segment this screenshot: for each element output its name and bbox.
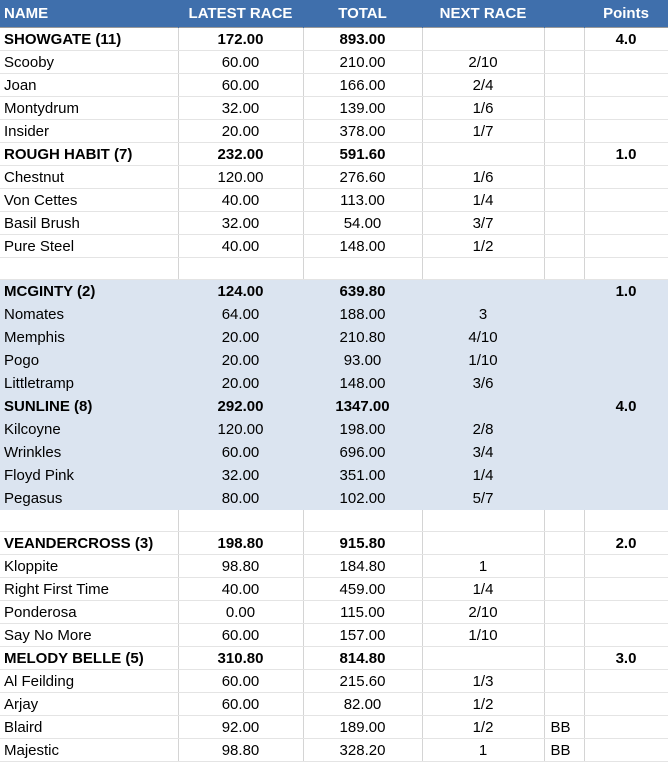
spacer-cell[interactable]: [422, 510, 544, 532]
entry-row: [0, 601, 668, 624]
cell-total[interactable]: 915.80: [303, 532, 422, 555]
cell-next-race[interactable]: 1/4: [422, 464, 544, 487]
cell-latest-race[interactable]: 172.00: [178, 28, 303, 51]
cell-total[interactable]: 378.00: [303, 120, 422, 143]
cell-latest-race[interactable]: 92.00: [178, 716, 303, 739]
cell-name[interactable]: Memphis: [0, 326, 178, 349]
cell-latest-race[interactable]: 32.00: [178, 464, 303, 487]
cell-extra[interactable]: [544, 578, 584, 601]
cell-total[interactable]: 115.00: [303, 601, 422, 624]
spacer-cell[interactable]: [584, 510, 668, 532]
spacer-cell[interactable]: [584, 258, 668, 280]
cell-total[interactable]: 139.00: [303, 97, 422, 120]
cell-next-race[interactable]: 4/10: [422, 326, 544, 349]
cell-name[interactable]: Montydrum: [0, 97, 178, 120]
cell-name[interactable]: SHOWGATE (11): [0, 28, 178, 51]
cell-next-race[interactable]: [422, 280, 544, 303]
cell-next-race[interactable]: [422, 647, 544, 670]
cell-next-race[interactable]: 1/4: [422, 189, 544, 212]
cell-total[interactable]: 328.20: [303, 739, 422, 762]
cell-name[interactable]: MCGINTY (2): [0, 280, 178, 303]
spacer-row: [0, 258, 668, 280]
cell-extra[interactable]: [544, 601, 584, 624]
cell-total[interactable]: 893.00: [303, 28, 422, 51]
header-total[interactable]: TOTAL: [303, 0, 422, 28]
cell-points[interactable]: 4.0: [584, 28, 668, 51]
entry-row: [0, 189, 668, 212]
group-row: [0, 532, 668, 555]
cell-total[interactable]: 198.00: [303, 418, 422, 441]
cell-points[interactable]: [584, 739, 668, 762]
cell-latest-race[interactable]: 60.00: [178, 624, 303, 647]
cell-next-race[interactable]: 1/2: [422, 235, 544, 258]
cell-extra[interactable]: [544, 235, 584, 258]
cell-latest-race[interactable]: 120.00: [178, 418, 303, 441]
cell-points[interactable]: [584, 74, 668, 97]
entry-row: [0, 74, 668, 97]
cell-name[interactable]: Basil Brush: [0, 212, 178, 235]
entry-row: [0, 349, 668, 372]
cell-extra[interactable]: [544, 166, 584, 189]
cell-latest-race[interactable]: 124.00: [178, 280, 303, 303]
cell-name[interactable]: Right First Time: [0, 578, 178, 601]
cell-total[interactable]: 814.80: [303, 647, 422, 670]
cell-name[interactable]: Joan: [0, 74, 178, 97]
cell-latest-race[interactable]: 40.00: [178, 578, 303, 601]
cell-extra[interactable]: [544, 624, 584, 647]
entry-row: [0, 487, 668, 510]
cell-total[interactable]: 1347.00: [303, 395, 422, 418]
cell-name[interactable]: Say No More: [0, 624, 178, 647]
cell-next-race[interactable]: 3/6: [422, 372, 544, 395]
cell-total[interactable]: 215.60: [303, 670, 422, 693]
entry-row: [0, 97, 668, 120]
entry-row: [0, 303, 668, 326]
cell-latest-race[interactable]: 40.00: [178, 189, 303, 212]
cell-extra[interactable]: [544, 647, 584, 670]
cell-latest-race[interactable]: 98.80: [178, 555, 303, 578]
cell-total[interactable]: 93.00: [303, 349, 422, 372]
cell-next-race[interactable]: 3/7: [422, 212, 544, 235]
cell-next-race[interactable]: 1/4: [422, 578, 544, 601]
header-extra[interactable]: [544, 0, 584, 28]
cell-next-race[interactable]: [422, 532, 544, 555]
cell-extra[interactable]: [544, 487, 584, 510]
cell-latest-race[interactable]: 20.00: [178, 120, 303, 143]
cell-latest-race[interactable]: 60.00: [178, 670, 303, 693]
cell-latest-race[interactable]: 60.00: [178, 441, 303, 464]
cell-name[interactable]: ROUGH HABIT (7): [0, 143, 178, 166]
cell-next-race[interactable]: [422, 28, 544, 51]
group-row: [0, 143, 668, 166]
cell-total[interactable]: 54.00: [303, 212, 422, 235]
header-row: [0, 0, 668, 28]
cell-total[interactable]: 210.80: [303, 326, 422, 349]
entry-row: [0, 716, 668, 739]
cell-latest-race[interactable]: 64.00: [178, 303, 303, 326]
spacer-cell[interactable]: [544, 510, 584, 532]
cell-latest-race[interactable]: 60.00: [178, 51, 303, 74]
cell-next-race[interactable]: 2/4: [422, 74, 544, 97]
cell-name[interactable]: Wrinkles: [0, 441, 178, 464]
cell-name[interactable]: Pogo: [0, 349, 178, 372]
cell-next-race[interactable]: 5/7: [422, 487, 544, 510]
cell-total[interactable]: 459.00: [303, 578, 422, 601]
cell-name[interactable]: SUNLINE (8): [0, 395, 178, 418]
cell-extra[interactable]: [544, 280, 584, 303]
cell-name[interactable]: VEANDERCROSS (3): [0, 532, 178, 555]
cell-extra[interactable]: [544, 418, 584, 441]
cell-next-race[interactable]: 3: [422, 303, 544, 326]
cell-points[interactable]: 1.0: [584, 280, 668, 303]
entry-row: [0, 418, 668, 441]
cell-extra[interactable]: [544, 670, 584, 693]
cell-total[interactable]: 276.60: [303, 166, 422, 189]
cell-extra[interactable]: [544, 143, 584, 166]
cell-points[interactable]: [584, 349, 668, 372]
cell-name[interactable]: Insider: [0, 120, 178, 143]
cell-name[interactable]: Littletramp: [0, 372, 178, 395]
cell-points[interactable]: [584, 235, 668, 258]
cell-points[interactable]: [584, 189, 668, 212]
cell-next-race[interactable]: 1/6: [422, 166, 544, 189]
cell-next-race[interactable]: 1/6: [422, 97, 544, 120]
spacer-cell[interactable]: [0, 510, 178, 532]
cell-name[interactable]: Scooby: [0, 51, 178, 74]
entry-row: [0, 739, 668, 762]
cell-points[interactable]: [584, 303, 668, 326]
cell-next-race[interactable]: 1/2: [422, 716, 544, 739]
entry-row: [0, 166, 668, 189]
cell-name[interactable]: Al Feilding: [0, 670, 178, 693]
header-latest-race[interactable]: LATEST RACE: [178, 0, 303, 28]
cell-points[interactable]: [584, 624, 668, 647]
entry-row: [0, 326, 668, 349]
cell-name[interactable]: MELODY BELLE (5): [0, 647, 178, 670]
group-row: [0, 395, 668, 418]
cell-points[interactable]: [584, 441, 668, 464]
entry-row: [0, 464, 668, 487]
cell-total[interactable]: 166.00: [303, 74, 422, 97]
cell-latest-race[interactable]: 32.00: [178, 212, 303, 235]
cell-latest-race[interactable]: 40.00: [178, 235, 303, 258]
cell-extra[interactable]: [544, 189, 584, 212]
entry-row: [0, 578, 668, 601]
cell-total[interactable]: 696.00: [303, 441, 422, 464]
cell-points[interactable]: 2.0: [584, 532, 668, 555]
cell-latest-race[interactable]: 20.00: [178, 372, 303, 395]
cell-latest-race[interactable]: 292.00: [178, 395, 303, 418]
cell-name[interactable]: Pure Steel: [0, 235, 178, 258]
cell-name[interactable]: Ponderosa: [0, 601, 178, 624]
cell-total[interactable]: 188.00: [303, 303, 422, 326]
cell-next-race[interactable]: 1: [422, 739, 544, 762]
cell-points[interactable]: [584, 372, 668, 395]
cell-extra[interactable]: [544, 532, 584, 555]
entry-row: [0, 212, 668, 235]
cell-name[interactable]: Kloppite: [0, 555, 178, 578]
cell-points[interactable]: [584, 670, 668, 693]
cell-points[interactable]: [584, 601, 668, 624]
cell-extra[interactable]: [544, 349, 584, 372]
entry-row: [0, 670, 668, 693]
group-row: [0, 280, 668, 303]
cell-next-race[interactable]: [422, 395, 544, 418]
group-row: [0, 28, 668, 51]
cell-latest-race[interactable]: 60.00: [178, 693, 303, 716]
cell-total[interactable]: 184.80: [303, 555, 422, 578]
cell-total[interactable]: 351.00: [303, 464, 422, 487]
cell-next-race[interactable]: 1/2: [422, 693, 544, 716]
cell-latest-race[interactable]: 232.00: [178, 143, 303, 166]
cell-points[interactable]: [584, 166, 668, 189]
spacer-cell[interactable]: [303, 510, 422, 532]
cell-points[interactable]: [584, 578, 668, 601]
cell-latest-race[interactable]: 310.80: [178, 647, 303, 670]
cell-name[interactable]: Pegasus: [0, 487, 178, 510]
cell-extra[interactable]: [544, 395, 584, 418]
entry-row: [0, 624, 668, 647]
cell-next-race[interactable]: [422, 143, 544, 166]
cell-points[interactable]: 4.0: [584, 395, 668, 418]
entry-row: [0, 441, 668, 464]
cell-name[interactable]: Majestic: [0, 739, 178, 762]
spacer-cell[interactable]: [422, 258, 544, 280]
cell-total[interactable]: 113.00: [303, 189, 422, 212]
cell-points[interactable]: [584, 487, 668, 510]
cell-total[interactable]: 189.00: [303, 716, 422, 739]
cell-total[interactable]: 639.80: [303, 280, 422, 303]
cell-extra[interactable]: [544, 97, 584, 120]
cell-extra[interactable]: [544, 555, 584, 578]
cell-next-race[interactable]: 1/10: [422, 624, 544, 647]
entry-row: [0, 51, 668, 74]
entry-row: [0, 120, 668, 143]
cell-extra[interactable]: [544, 74, 584, 97]
header-points[interactable]: Points: [584, 0, 668, 28]
cell-extra[interactable]: [544, 28, 584, 51]
cell-latest-race[interactable]: 120.00: [178, 166, 303, 189]
cell-latest-race[interactable]: 20.00: [178, 349, 303, 372]
cell-points[interactable]: [584, 555, 668, 578]
cell-points[interactable]: [584, 326, 668, 349]
cell-points[interactable]: [584, 212, 668, 235]
cell-points[interactable]: [584, 51, 668, 74]
cell-points[interactable]: [584, 716, 668, 739]
cell-points[interactable]: 1.0: [584, 143, 668, 166]
cell-points[interactable]: [584, 418, 668, 441]
cell-latest-race[interactable]: 20.00: [178, 326, 303, 349]
cell-next-race[interactable]: 2/10: [422, 51, 544, 74]
cell-total[interactable]: 157.00: [303, 624, 422, 647]
spacer-cell[interactable]: [178, 258, 303, 280]
entry-row: [0, 372, 668, 395]
cell-extra[interactable]: [544, 303, 584, 326]
cell-extra[interactable]: [544, 693, 584, 716]
cell-total[interactable]: 210.00: [303, 51, 422, 74]
spacer-cell[interactable]: [544, 258, 584, 280]
entry-row: [0, 555, 668, 578]
cell-extra[interactable]: BB: [544, 739, 584, 762]
spacer-cell[interactable]: [178, 510, 303, 532]
cell-latest-race[interactable]: 32.00: [178, 97, 303, 120]
header-name[interactable]: NAME: [0, 0, 178, 28]
cell-latest-race[interactable]: 198.80: [178, 532, 303, 555]
cell-total[interactable]: 148.00: [303, 372, 422, 395]
cell-total[interactable]: 591.60: [303, 143, 422, 166]
cell-points[interactable]: 3.0: [584, 647, 668, 670]
cell-name[interactable]: Floyd Pink: [0, 464, 178, 487]
cell-points[interactable]: [584, 464, 668, 487]
spacer-cell[interactable]: [0, 258, 178, 280]
cell-total[interactable]: 102.00: [303, 487, 422, 510]
cell-latest-race[interactable]: 80.00: [178, 487, 303, 510]
cell-name[interactable]: Nomates: [0, 303, 178, 326]
cell-extra[interactable]: BB: [544, 716, 584, 739]
spacer-cell[interactable]: [303, 258, 422, 280]
cell-extra[interactable]: [544, 441, 584, 464]
cell-next-race[interactable]: 1/10: [422, 349, 544, 372]
cell-points[interactable]: [584, 693, 668, 716]
table-body: [0, 28, 668, 762]
cell-extra[interactable]: [544, 120, 584, 143]
entry-row: [0, 693, 668, 716]
cell-name[interactable]: Arjay: [0, 693, 178, 716]
entry-row: [0, 235, 668, 258]
cell-extra[interactable]: [544, 212, 584, 235]
spacer-row: [0, 510, 668, 532]
cell-next-race[interactable]: 2/8: [422, 418, 544, 441]
cell-name[interactable]: Chestnut: [0, 166, 178, 189]
cell-next-race[interactable]: 1/3: [422, 670, 544, 693]
cell-latest-race[interactable]: 0.00: [178, 601, 303, 624]
cell-latest-race[interactable]: 98.80: [178, 739, 303, 762]
cell-latest-race[interactable]: 60.00: [178, 74, 303, 97]
cell-name[interactable]: Blaird: [0, 716, 178, 739]
cell-next-race[interactable]: 2/10: [422, 601, 544, 624]
cell-points[interactable]: [584, 97, 668, 120]
cell-extra[interactable]: [544, 372, 584, 395]
header-next-race[interactable]: NEXT RACE: [422, 0, 544, 28]
cell-extra[interactable]: [544, 51, 584, 74]
group-row: [0, 647, 668, 670]
cell-next-race[interactable]: 1: [422, 555, 544, 578]
cell-total[interactable]: 82.00: [303, 693, 422, 716]
cell-points[interactable]: [584, 120, 668, 143]
cell-total[interactable]: 148.00: [303, 235, 422, 258]
cell-next-race[interactable]: 3/4: [422, 441, 544, 464]
cell-name[interactable]: Kilcoyne: [0, 418, 178, 441]
cell-name[interactable]: Von Cettes: [0, 189, 178, 212]
cell-next-race[interactable]: 1/7: [422, 120, 544, 143]
cell-extra[interactable]: [544, 464, 584, 487]
cell-extra[interactable]: [544, 326, 584, 349]
